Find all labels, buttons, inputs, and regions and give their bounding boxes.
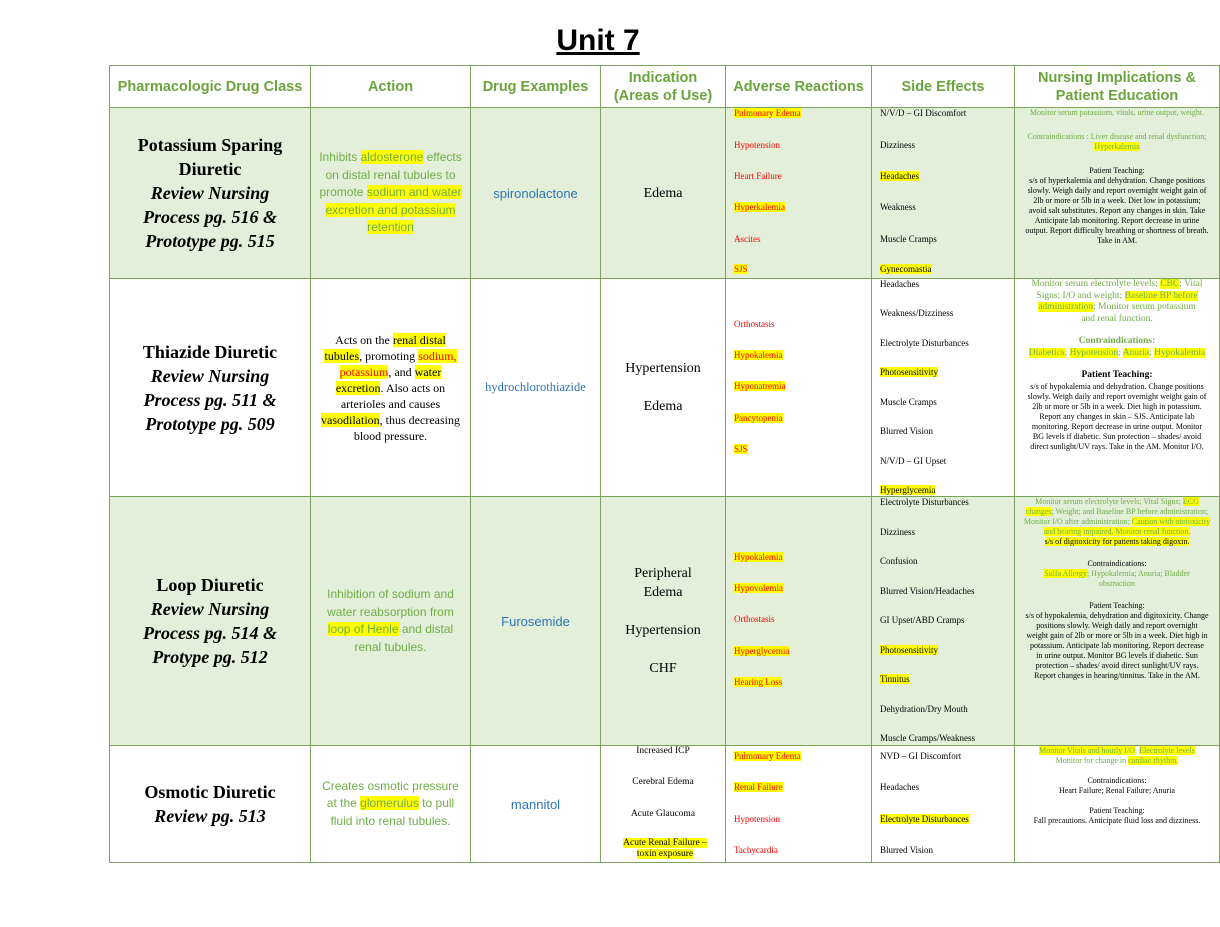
page-title: Unit 7 [556,24,640,57]
drug-class-reference: Review Nursing Process pg. 516 & Prototype pg. 515 [143,183,277,251]
indication-item: Acute Renal Failure – toxin exposure [623,838,707,859]
header-nursing-implications: Nursing Implications & Patient Education [1015,66,1220,108]
nursing-teaching-line: slowly. Weigh daily and report overnight weight gain of [1027,391,1207,401]
nursing-teaching-label: Patient Teaching: [1089,601,1145,610]
side-effect-item: Blurred Vision [880,426,934,436]
side-effect-item: Muscle Cramps [880,234,937,244]
nursing-teaching-line: Take in AM. [1096,236,1138,245]
drug-class-name: Osmotic Diuretic [144,782,276,802]
nursing-contraindications: Heart Failure; Renal Failure; Anuria [1059,786,1175,795]
drug-class-cell [110,279,311,497]
drug-class-reference: Review Nursing Process pg. 511 & Prototype pg. 509 [143,365,277,434]
nursing-contraindications: Diabetics; Hypotension; Anuria; Hypokalemia [1028,347,1206,358]
nursing-teaching-line: BG levels if diabetic. Sun protection – shades/ avoid [1032,431,1202,441]
adverse-reactions-cell [726,497,872,746]
drug-class-name: Loop Diuretic [156,575,264,595]
adverse-item: Pulmonary Edema [734,108,801,118]
header-indication: Indication (Areas of Use) [601,66,726,108]
nursing-teaching-line: protection – shades/ avoid direct sunlight/UV rays. [1035,661,1199,670]
nursing-teaching-line: direct sunlight/UV rays. Take in the AM. Monitor I/O. [1030,441,1204,451]
adverse-item: Hyperkalemia [734,202,785,212]
side-effect-item: Photosensitivity [880,367,939,377]
header-drug-examples: Drug Examples [471,66,601,108]
drug-class-reference: Review pg. 513 [154,806,266,826]
nursing-teaching-line: monitoring. Report decrease in urine output. Monitor [1031,421,1203,431]
table-row [110,746,1220,863]
nursing-teaching-line: 2lb or more or 5lb in a week. Diet low in potassium; [1033,196,1201,205]
side-effects-cell [872,497,1015,746]
nursing-teaching-line: s/s of hypokalemia, dehydration and digitoxicity. Change [1025,611,1209,620]
side-effect-item: Dizziness [880,527,915,537]
adverse-item: Orthostasis [734,319,775,329]
side-effect-item: Hyperglycemia [880,485,936,495]
adverse-item: Hyperglycemia [734,646,790,656]
nursing-teaching-line: Report any changes in skin – SJS. Anticipate lab [1039,411,1195,421]
nursing-teaching-line: in urine output. Monitor BG levels if diabetic. Sun [1036,651,1198,660]
drug-example: hydrochlorothiazide [471,279,601,497]
adverse-item: Orthostasis [734,614,775,624]
adverse-item: Pancytopenia [734,413,783,423]
drug-example: mannitol [471,746,601,863]
action-highlight: sodium and water excretion and potassium retention [325,185,462,235]
side-effect-item: Confusion [880,556,918,566]
header-side-effects: Side Effects [872,66,1015,108]
action-cell: Acts on the renal distal tubules, promoting sodium, potassium, and water excretion. Also acts on arterioles and causes vasodilation, thus decreasing blood pressure. [311,279,471,497]
header-adverse-reactions: Adverse Reactions [726,66,872,108]
side-effect-item: Muscle Cramps [880,397,937,407]
adverse-item: Hypokalemia [734,350,783,360]
indication-cell [601,746,726,863]
side-effect-item: Tinnitus [880,674,910,684]
side-effect-item: N/V/D – GI Discomfort [880,108,967,118]
nursing-teaching-line: s/s of hypokalemia and dehydration. Change positions [1030,381,1204,391]
action-cell: Inhibition of sodium and water reabsorption from loop of Henle and distal renal tubules. [311,497,471,746]
drug-example: spironolactone [471,108,601,279]
nursing-teaching-line: s/s of hyperkalemia and dehydration. Change positions [1029,176,1205,185]
side-effects-cell [872,746,1015,863]
drug-class-cell [110,497,311,746]
nursing-teaching-label: Patient Teaching: [1089,166,1145,175]
action-cell [311,108,471,279]
header-action: Action [311,66,471,108]
nursing-teaching-line: output. Report difficulty breathing or shortness of breath. [1025,226,1209,235]
nursing-teaching-label: Patient Teaching: [1089,806,1145,815]
side-effect-item: Muscle Cramps/Weakness [880,733,976,743]
indication-item: CHF [649,661,677,676]
side-effect-item: Dehydration/Dry Mouth [880,704,968,714]
indication-item: Increased ICP [636,746,690,756]
adverse-item: Hypotension [734,814,780,824]
nursing-contraindications-label: Contraindications: [1087,776,1147,785]
nursing-cell [1015,108,1220,279]
indication-item: Peripheral Edema [634,566,692,600]
nursing-teaching-line: potassium. Anticipate lab monitoring. Report decrease [1030,641,1204,650]
side-effect-item: Electrolyte Disturbances [880,338,969,348]
indication-cell [601,108,726,279]
action-highlight: aldosterone [360,150,424,165]
indication-item: Hypertension [625,361,701,376]
indication-item: Hypertension [625,623,701,638]
nursing-monitor: Monitor serum potassium, vitals, urine output, weight. [1029,108,1205,117]
adverse-item: Pulmonary Edema [734,751,801,761]
adverse-item: SJS [734,264,748,274]
nursing-teaching-line: 2lb or more or 5lb in a week. Diet high in potassium. [1032,401,1202,411]
drug-class-name: Thiazide Diuretic [142,341,278,362]
side-effect-item: Electrolyte Disturbances [880,497,969,507]
drug-example: Furosemide [471,497,601,746]
nursing-monitor: Monitor serum electrolyte levels; Vital Signs; ECG [1035,497,1199,506]
adverse-item: Hypotension [734,140,780,150]
side-effect-item: GI Upset/ABD Cramps [880,615,965,625]
side-effect-item: NVD – GI Discomfort [880,751,962,761]
drug-class-cell [110,108,311,279]
adverse-reactions-cell [726,746,872,863]
side-effect-item: Headaches [880,279,919,289]
drug-class-reference: Review Nursing Process pg. 514 & Protype pg. 512 [143,599,277,667]
adverse-item: Heart Failure [734,171,782,181]
side-effects-cell [872,108,1015,279]
nursing-contraindications-label: Contraindications: [1087,559,1147,568]
nursing-teaching-line: Fall precautions. Anticipate fluid loss and dizziness. [1033,816,1201,825]
nursing-cell: Monitor Vitals and hourly I/O; Electrolyte levels Monitor for change in cardiac rhythm. Contraindications: Heart Failure; Renal Failure; Anuria Patient Teaching: Fall precautions. Anticipate fluid loss and dizziness. [1015,746,1220,863]
indication-cell [601,497,726,746]
side-effect-item: Photosensitivity [880,645,939,655]
action-text: Inhibits [319,150,361,165]
table-row [110,497,1220,746]
table-row [110,108,1220,279]
nursing-teaching-line: slowly. Weigh daily and report overnight weight gain of [1027,186,1207,195]
adverse-item: Hypovolemia [734,583,783,593]
nursing-cell: Monitor serum electrolyte levels; CBC; Vital Signs; I/O and weight; Baseline BP before administration; Monitor serum potassium and renal function. Contraindications: Diabetics; Hypotension; Anuria; Hypokalemia Patient Teaching: s/s of hypokalemia and dehydration. Change positions slowly. Weigh daily and report overnight weight gain of 2lb or more or 5lb in a week. Diet high in potassium. Report any changes in skin – SJS. Anticipate lab monitoring. Report decrease in urine output. Monitor BG levels if diabetic. Sun protection – shades/ avoid direct sunlight/UV rays. Take in the AM. Monitor I/O. [1015,279,1220,497]
side-effect-item: Electrolyte Disturbances [880,814,969,824]
nursing-contraindications-label: Contraindications: [1078,336,1156,346]
adverse-item: Ascites [734,234,761,244]
adverse-reactions-cell [726,108,872,279]
action-cell: Creates osmotic pressure at the glomerulus to pull fluid into renal tubules. [311,746,471,863]
nursing-monitor: Monitor Vitals and hourly I/O; Electrolyte levels [1039,746,1195,755]
adverse-item: Tachycardia [734,845,778,855]
nursing-cell: Monitor serum electrolyte levels; Vital Signs; ECG changes; Weight; and Baseline BP before administration; Monitor I/O after administration; Caution with ototoxicity and hearing impaired. Monitor renal function. s/s of digitoxicity for patients taking digoxin. Contraindications: Sulfa Allergy; Hypokalemia; Anuria; Bladder obstruction Patient Teaching: s/s of hypokalemia, dehydration and digitoxicity. Change positions slowly. Weigh daily and report overnight weight gain of 2lb or more or 5lb in a week. Diet high in potassium. Anticipate lab monitoring. Report decrease in urine output. Monitor BG levels if diabetic. Sun protection – shades/ avoid direct sunlight/UV rays. Report changes in hearing/tinnitus. Take in the AM. [1015,497,1220,746]
action-text: effects on distal renal tubules to promote [319,150,462,200]
nursing-teaching-line: Report changes in hearing/tinnitus. Take in the AM. [1034,671,1200,680]
adverse-reactions-cell [726,279,872,497]
side-effect-item: Weakness [880,202,916,212]
side-effect-item: Blurred Vision/Headaches [880,586,975,596]
nursing-teaching-line: Anticipate lab monitoring. Report decrease in urine [1034,216,1200,225]
drug-table [109,65,1220,863]
drug-class-cell [110,746,311,863]
indication-cell [601,279,726,497]
adverse-item: SJS [734,444,748,454]
drug-class-name: Potassium Sparing Diuretic [137,135,283,179]
side-effect-item: Headaches [880,171,919,181]
side-effect-item: N/V/D – GI Upset [880,456,947,466]
table-row [110,279,1220,497]
adverse-item: Hearing Loss [734,677,783,687]
adverse-item: Hypokalemia [734,552,783,562]
nursing-contraindications: Contraindications : Liver disease and renal dysfunction; Hyperkalemia [1027,132,1207,151]
adverse-item: Hyponatremia [734,381,786,391]
nursing-contraindications: Sulfa Allergy; Hypokalemia; Anuria; Bladder [1044,569,1190,578]
indication-item: Edema [643,399,683,414]
indication-item: Acute Glaucoma [630,809,696,819]
nursing-monitor: Monitor serum electrolyte levels; CBC; Vital [1031,279,1203,289]
adverse-item: Renal Failure [734,782,783,792]
side-effect-item: Weakness/Dizziness [880,308,954,318]
side-effect-item: Gynecomastia [880,264,932,274]
side-effect-item: Dizziness [880,140,915,150]
nursing-teaching-line: weight gain of 2lb or more or 5lb in a week. Diet high in [1026,631,1208,640]
header-row [110,66,1220,108]
indication-item: Cerebral Edema [632,777,694,787]
nursing-teaching-line: positions slowly. Weigh daily and report overnight [1036,621,1198,630]
indication-item: Edema [643,185,683,201]
nursing-teaching-line: avoid salt substitutes. Report any changes in skin. Take [1028,206,1206,215]
side-effect-item: Headaches [880,782,919,792]
side-effects-cell [872,279,1015,497]
side-effect-item: Blurred Vision [880,845,934,855]
nursing-teaching-label: Patient Teaching: [1081,370,1153,380]
header-drug-class: Pharmacologic Drug Class [110,66,311,108]
